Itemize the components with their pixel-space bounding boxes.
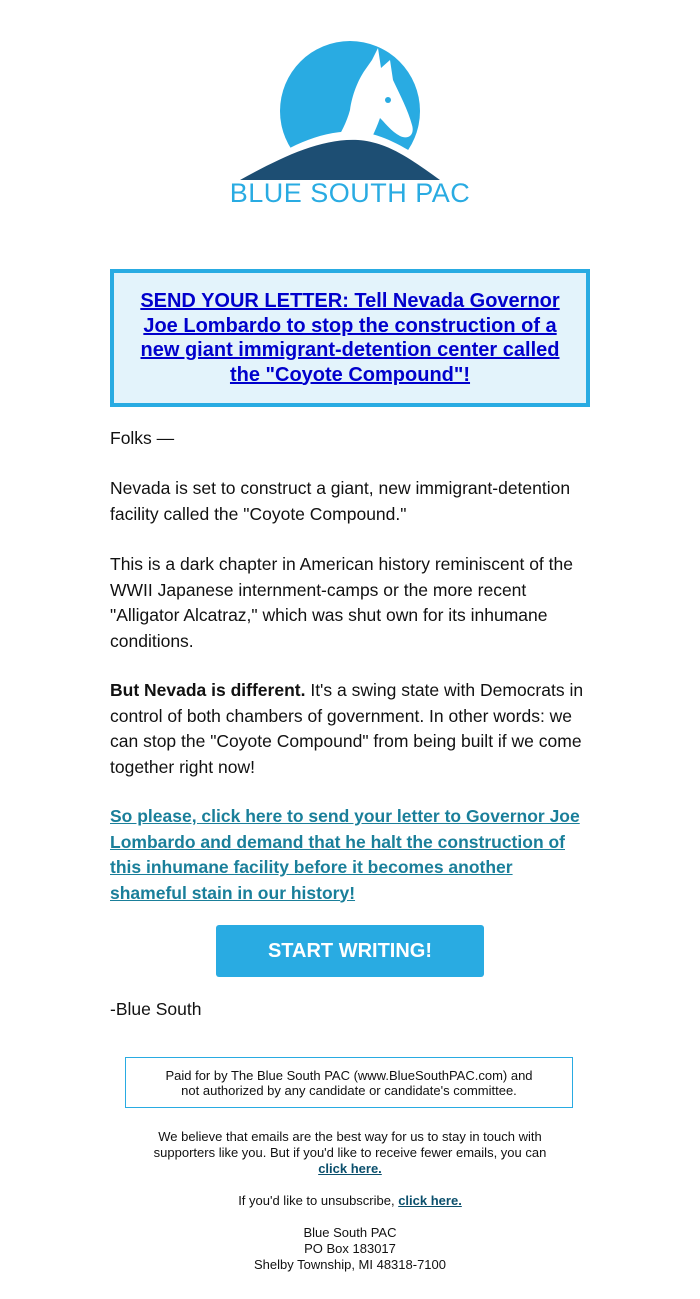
- unsubscribe-text: [100, 1193, 600, 1209]
- address-city: Shelby Township, MI 48318-7100: [254, 1257, 446, 1272]
- disclaimer-line-2: not authorized by any candidate or candidate's committee.: [181, 1082, 517, 1098]
- headline-link[interactable]: SEND YOUR LETTER: Tell Nevada Governor Joe Lombardo to stop the construction of a new giant immigrant-detention center called the "Coyote Compound"!: [140, 290, 560, 386]
- paragraph-3: [110, 678, 594, 780]
- paragraph-3-rest: It's a swing state with Democrats in control of both chambers of government. In other words: we can stop the "Coyote Compound" from being built if we come together right now!: [110, 680, 584, 777]
- address-box: PO Box 183017: [304, 1241, 396, 1256]
- mailing-address: [100, 1225, 600, 1273]
- donkey-mountain-icon: [240, 40, 460, 180]
- paid-for-disclaimer: [125, 1057, 573, 1108]
- fewer-emails-link[interactable]: click here.: [318, 1161, 382, 1176]
- disclaimer-line-1: Paid for by The Blue South PAC (www.BlueSouthPAC.com) and: [165, 1067, 533, 1083]
- signoff: -Blue South: [110, 999, 202, 1019]
- paragraph-1: Nevada is set to construct a giant, new immigrant-detention facility called the "Coyote Compound.": [110, 478, 571, 524]
- logo-text: BLUE SOUTH PAC: [229, 178, 471, 208]
- greeting: Folks —: [110, 428, 175, 448]
- fewer-emails-text: [100, 1129, 600, 1177]
- paragraph-2: This is a dark chapter in American history reminiscent of the WWII Japanese internment-camps or the more recent "Alligator Alcatraz," which was shut own for its inhumane conditions.: [110, 554, 573, 651]
- logo: [0, 40, 700, 209]
- unsubscribe-message: If you'd like to unsubscribe,: [238, 1193, 399, 1208]
- unsubscribe-link[interactable]: click here.: [398, 1193, 462, 1208]
- fewer-emails-message: We believe that emails are the best way for us to stay in touch with supporters like you. But if you'd like to receive fewer emails, you can: [153, 1129, 547, 1160]
- send-letter-link[interactable]: So please, click here to send your letter to Governor Joe Lombardo and demand that he halt the construction of this inhumane facility before it becomes another shameful stain in our history!: [110, 806, 580, 903]
- address-name: Blue South PAC: [303, 1225, 397, 1240]
- headline-box: [110, 269, 590, 407]
- paragraph-3-bold: But Nevada is different.: [110, 680, 306, 700]
- start-writing-button[interactable]: START WRITING!: [216, 925, 484, 977]
- call-to-action-paragraph: [110, 804, 594, 906]
